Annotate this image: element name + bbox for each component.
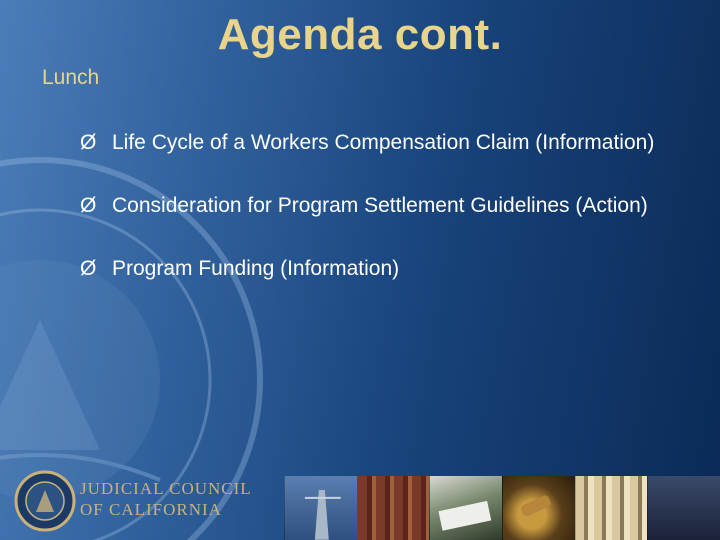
organization-name-line1: JUDICIAL COUNCIL	[80, 479, 252, 498]
agenda-item	[80, 128, 700, 157]
signing-document-photo	[429, 476, 502, 540]
photo-strip	[284, 476, 720, 540]
arrow-bullet-icon: Ø	[80, 131, 97, 154]
organization-name-line2: OF CALIFORNIA	[80, 500, 222, 519]
courtroom-photo	[647, 476, 720, 540]
gavel-photo	[502, 476, 575, 540]
agenda-item-text: Consideration for Program Settlement Guidelines (Action)	[112, 194, 648, 217]
slide-subtitle: Lunch	[42, 66, 100, 89]
arrow-bullet-icon: Ø	[80, 257, 97, 280]
agenda-item	[80, 254, 700, 283]
agenda-list	[80, 128, 700, 317]
judicial-council-seal-icon	[14, 470, 76, 532]
slide-title: Agenda cont.	[217, 10, 503, 59]
law-books-photo	[357, 476, 430, 540]
agenda-item	[80, 191, 700, 220]
agenda-item-text: Life Cycle of a Workers Compensation Claim (Information)	[112, 131, 655, 154]
arrow-bullet-icon: Ø	[80, 194, 97, 217]
courthouse-columns-photo	[575, 476, 648, 540]
justice-statue-photo	[284, 476, 357, 540]
organization-name	[80, 478, 252, 520]
agenda-item-text: Program Funding (Information)	[112, 257, 400, 280]
